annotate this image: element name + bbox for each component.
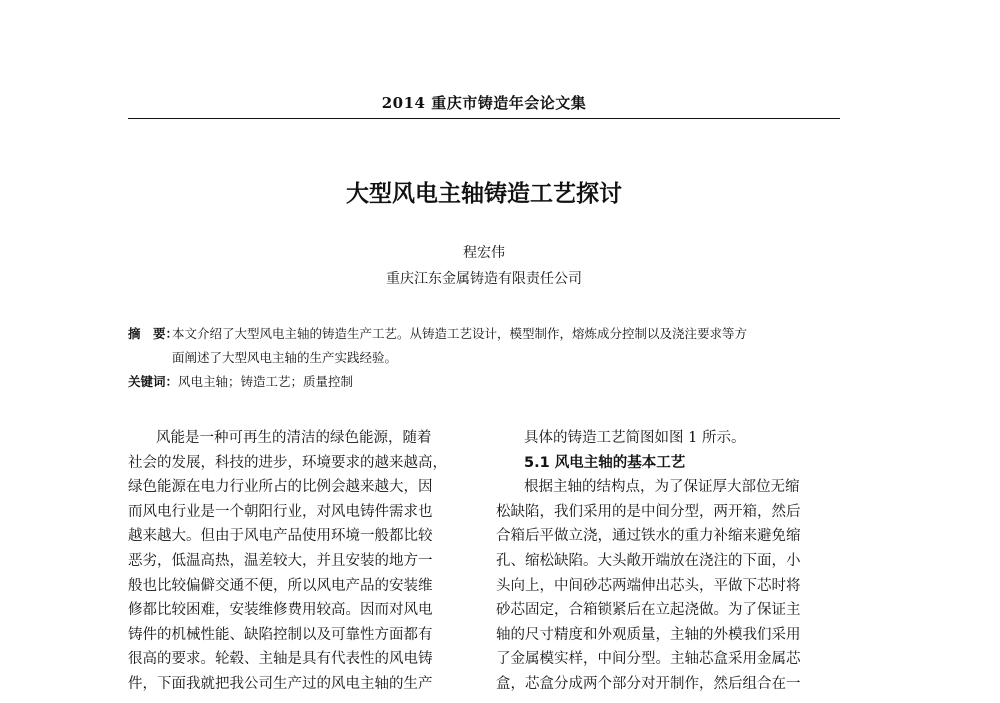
- body-line: 具体的铸造工艺简图如图 1 所示。: [524, 430, 746, 446]
- abstract-text: 本文介绍了大型风电主轴的铸造生产工艺。从铸造工艺设计，模型制作，熔炼成分控制以及浇注要求等方: [172, 326, 748, 341]
- body-line: 件，下面我就把我公司生产过的风电主轴的生产: [128, 675, 433, 692]
- keywords: [128, 372, 840, 390]
- body-left-column: [128, 426, 472, 697]
- body-line: 铸件的机械性能、缺陷控制以及可靠性方面都有: [128, 626, 433, 643]
- body-line: 头向上，中间砂芯两端伸出芯头，平做下芯时将: [496, 577, 801, 594]
- author-name: 程宏伟: [463, 245, 505, 261]
- body-line: 风能是一种可再生的清洁的绿色能源，随着: [156, 430, 432, 446]
- body-line: 修都比较困难，安装维修费用较高。因而对风电: [128, 602, 433, 619]
- author-affiliation: 重庆江东金属铸造有限责任公司: [386, 271, 582, 287]
- body-line: 合箱后平做立浇，通过铁水的重力补缩来避免缩: [496, 528, 801, 545]
- body-line: 很高的要求。轮毂、主轴是具有代表性的风电铸: [128, 651, 433, 668]
- keywords-label: 关键词：: [128, 374, 179, 389]
- abstract-line: 面阐述了大型风电主轴的生产实践经验。: [172, 350, 398, 365]
- body-line: 孔、缩松缺陷。大头敞开端放在浇注的下面，小: [496, 552, 801, 569]
- abstract-label: 摘 要：: [128, 326, 179, 341]
- running-header: 2014 重庆市铸造年会论文集: [381, 94, 587, 112]
- keywords-text: 风电主轴；铸造工艺；质量控制: [178, 374, 354, 389]
- body-line: 盒，芯盒分成两个部分对开制作，然后组合在一: [496, 675, 801, 692]
- section-heading: 5.1 风电主轴的基本工艺: [524, 454, 686, 471]
- body-line: 而风电行业是一个朝阳行业，对风电铸件需求也: [128, 503, 433, 520]
- header-rule: [128, 118, 840, 119]
- body-line: 般也比较偏僻交通不便，所以风电产品的安装维: [128, 577, 433, 594]
- body-line: 松缺陷，我们采用的是中间分型，两开箱，然后: [496, 503, 801, 520]
- body-line: 恶劣，低温高热，温差较大，并且安装的地方一: [128, 552, 433, 569]
- body-line: 根据主轴的结构点，为了保证厚大部位无缩: [524, 479, 800, 496]
- body-right-column: [496, 426, 840, 697]
- body-line: 了金属模实样，中间分型。主轴芯盒采用金属芯: [496, 651, 801, 668]
- body-line: 绿色能源在电力行业所占的比例会越来越大，因: [128, 479, 433, 496]
- paper-title: 大型风电主轴铸造工艺探讨: [346, 181, 622, 207]
- body-line: 社会的发展，科技的进步，环境要求的越来越高，: [128, 454, 447, 471]
- abstract: [128, 322, 840, 370]
- abstract-line: [128, 322, 840, 346]
- body-line: 越来越大。但由于风电产品使用环境一般都比较: [128, 528, 433, 545]
- body-line: 轴的尺寸精度和外观质量，主轴的外模我们采用: [496, 626, 801, 643]
- body-line: 砂芯固定，合箱锁紧后在立起浇做。为了保证主: [496, 602, 801, 619]
